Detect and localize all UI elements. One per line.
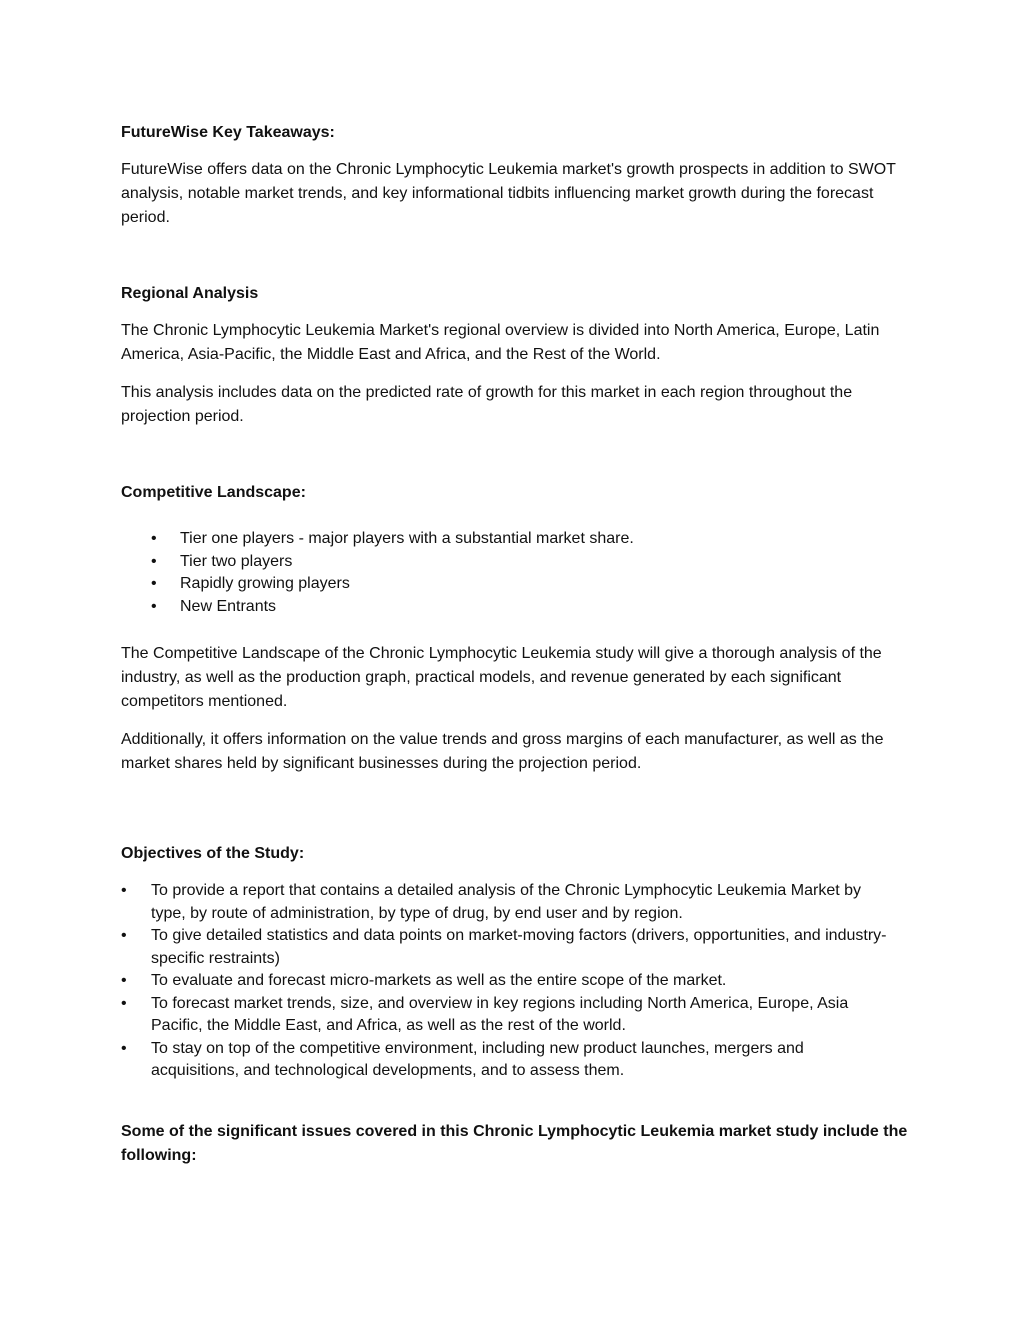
competitive-bullet-list: [121, 528, 911, 618]
list-item: [121, 993, 891, 1038]
takeaways-heading: FutureWise Key Takeaways:: [121, 124, 335, 141]
bullet-symbol: •: [121, 972, 127, 989]
list-item: [121, 1038, 891, 1083]
objective-text: To stay on top of the competitive environment, including new product launches, mergers and acquisitions, and technological developments, and to assess them.: [151, 1039, 804, 1079]
list-item: [121, 925, 891, 970]
bullet-symbol: •: [121, 927, 127, 944]
list-item: [121, 970, 891, 993]
regional-paragraph-1: The Chronic Lymphocytic Leukemia Market's regional overview is divided into North America, Europe, Latin America, Asia-Pacific, the Middle East and Africa, and the Rest of the World.: [121, 322, 880, 363]
competitive-paragraph-1: The Competitive Landscape of the Chronic Lymphocytic Leukemia study will give a thorough analysis of the industry, as well as the production graph, practical models, and revenue generated by each significant competitors mentioned.: [121, 645, 882, 710]
objective-text: To forecast market trends, size, and overview in key regions including North America, Europe, Asia Pacific, the Middle East, and Africa, as well as the rest of the world.: [151, 994, 849, 1034]
list-item: [121, 880, 891, 925]
bullet-symbol: •: [121, 1039, 127, 1057]
objectives-list: [121, 880, 891, 1083]
objectives-heading: Objectives of the Study:: [121, 845, 305, 862]
list-item: • Tier one players - major players with a substantial market share.: [121, 528, 911, 551]
bullet-symbol: •: [121, 882, 127, 899]
list-item: • New Entrants: [121, 596, 911, 619]
competitive-heading: Competitive Landscape:: [121, 484, 306, 501]
objective-text: To evaluate and forecast micro-markets as well as the entire scope of the market.: [151, 972, 727, 989]
bullet-symbol: •: [121, 994, 127, 1012]
list-item: • Tier two players: [121, 551, 911, 574]
regional-heading: Regional Analysis: [121, 285, 259, 302]
list-item: • Rapidly growing players: [121, 573, 911, 596]
competitive-paragraph-2: Additionally, it offers information on the value trends and gross margins of each manufacturer, as well as the market shares held by significant businesses during the projection period.: [121, 731, 884, 772]
takeaways-paragraph: FutureWise offers data on the Chronic Lymphocytic Leukemia market's growth prospects in addition to SWOT analysis, notable market trends, and key informational tidbits influencing market growth during the forecast period.: [121, 161, 896, 226]
objective-text: To provide a report that contains a detailed analysis of the Chronic Lymphocytic Leukemia Market by type, by route of administration, by type of drug, by end user and by region.: [151, 882, 861, 922]
regional-paragraph-2: This analysis includes data on the predicted rate of growth for this market in each region throughout the projection period.: [121, 384, 853, 425]
issues-heading: Some of the significant issues covered in this Chronic Lymphocytic Leukemia market study include the following:: [121, 1123, 908, 1164]
objective-text: To give detailed statistics and data points on market-moving factors (drivers, opportunities, and industry-specific restraints): [151, 927, 887, 967]
